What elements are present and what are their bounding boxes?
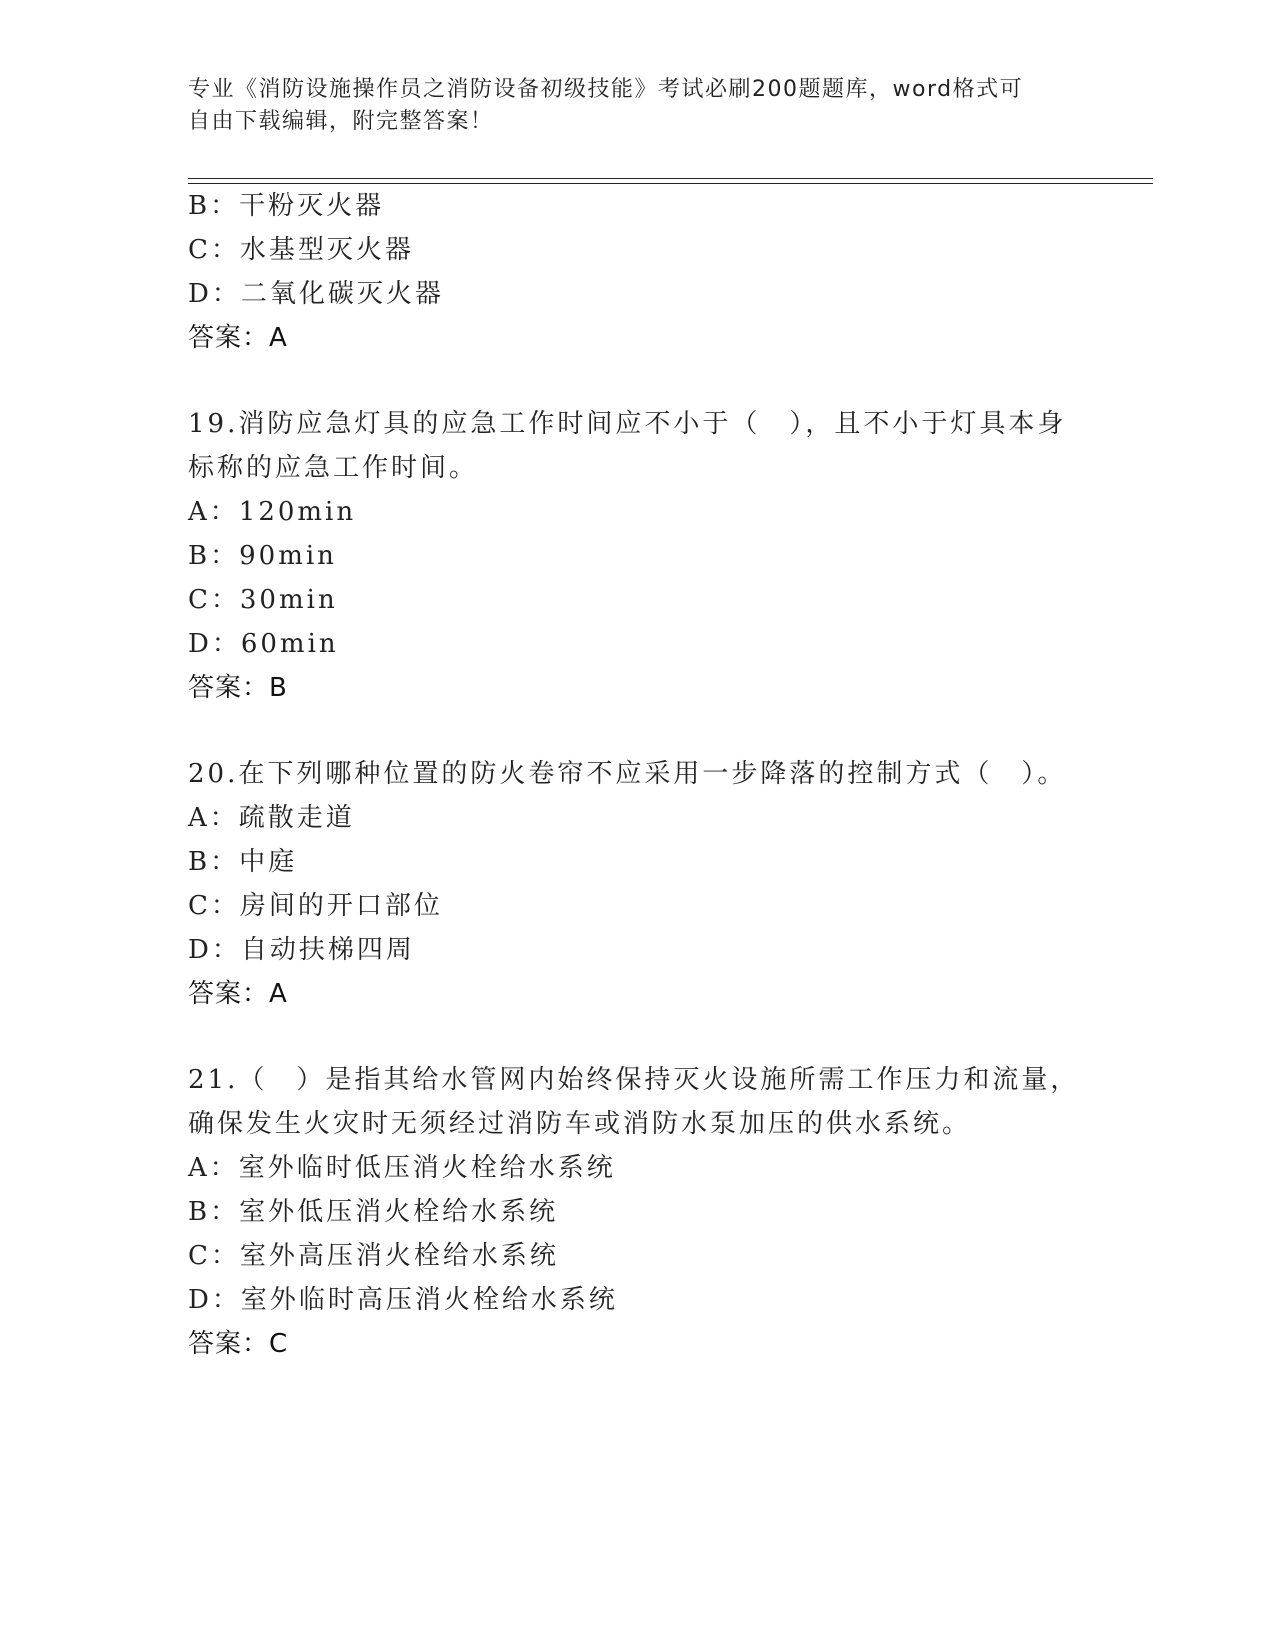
- q21-option-d: D：室外临时高压消火栓给水系统: [188, 1285, 618, 1315]
- q19-stem-line-2: 标称的应急工作时间。: [188, 453, 479, 483]
- q20-answer: 答案：A: [188, 979, 288, 1009]
- q19-option-b: B：90min: [188, 541, 337, 571]
- header-line-1: 专业《消防设施操作员之消防设备初级技能》考试必刷200题题库，word格式可: [188, 77, 1024, 102]
- q18-option-d: D：二氧化碳灭火器: [188, 279, 444, 309]
- q20-option-d: D：自动扶梯四周: [188, 935, 415, 965]
- header-divider-bottom: [188, 183, 1153, 184]
- q19-option-d: D：60min: [188, 629, 339, 659]
- q20-option-c: C：房间的开口部位: [188, 891, 443, 921]
- q20-option-a: A：疏散走道: [188, 803, 355, 833]
- q21-option-b: B：室外低压消火栓给水系统: [188, 1197, 559, 1227]
- q21-stem-line-1: 21.（ ）是指其给水管网内始终保持灭火设施所需工作压力和流量，: [188, 1065, 1080, 1095]
- q18-option-c: C：水基型灭火器: [188, 235, 414, 265]
- q21-option-c: C：室外高压消火栓给水系统: [188, 1241, 559, 1271]
- q19-option-c: C：30min: [188, 585, 338, 615]
- document-header: [188, 74, 1068, 138]
- q20-option-b: B：中庭: [188, 847, 298, 877]
- q18-answer: 答案：A: [188, 323, 288, 353]
- header-line-2: 自由下载编辑，附完整答案！: [188, 109, 494, 134]
- q19-option-a: A：120min: [188, 497, 357, 527]
- q21-answer: 答案：C: [188, 1329, 289, 1359]
- q21-option-a: A：室外临时低压消火栓给水系统: [188, 1153, 616, 1183]
- q21-stem-line-2: 确保发生火灾时无须经过消防车或消防水泵加压的供水系统。: [188, 1109, 972, 1139]
- q18-option-b: B：干粉灭火器: [188, 191, 385, 221]
- header-divider-top: [188, 178, 1153, 179]
- q20-stem-line-1: 20.在下列哪种位置的防火卷帘不应采用一步降落的控制方式（ ）。: [188, 759, 1067, 789]
- q19-answer: 答案：B: [188, 673, 288, 703]
- q19-stem-line-1: 19.消防应急灯具的应急工作时间应不小于（ ），且不小于灯具本身: [188, 409, 1067, 439]
